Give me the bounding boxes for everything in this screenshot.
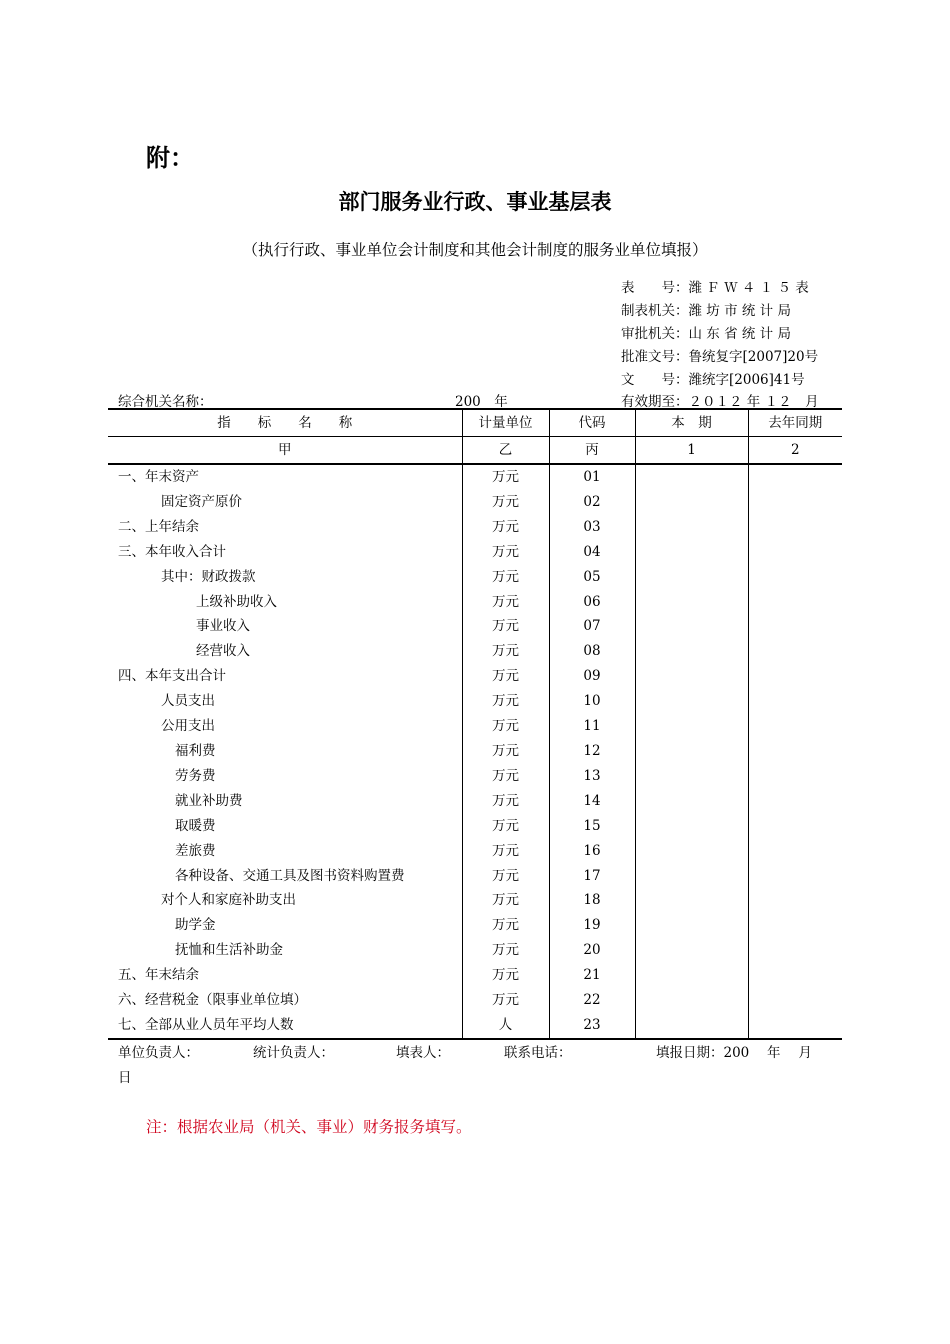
phone-label: 联系电话：: [504, 1045, 572, 1061]
previous-year-cell[interactable]: [748, 590, 842, 615]
indicator-name-cell: 其中：财政拨款: [108, 565, 462, 590]
current-period-cell[interactable]: [635, 664, 748, 689]
report-year: 200 年: [455, 394, 508, 410]
report-date-label: 填报日期：200 年 月: [656, 1045, 812, 1061]
unit-cell: 万元: [462, 590, 549, 615]
unit-cell: 万元: [462, 515, 549, 540]
table-row: [108, 515, 842, 540]
indicator-name-cell: 六、经营税金（限事业单位填）: [108, 988, 462, 1013]
previous-year-cell[interactable]: [748, 614, 842, 639]
code-cell: 04: [549, 540, 635, 565]
col-header-previous: 去年同期: [748, 409, 842, 437]
previous-year-cell[interactable]: [748, 764, 842, 789]
code-cell: 08: [549, 639, 635, 664]
previous-year-cell[interactable]: [748, 913, 842, 938]
table-row: [108, 888, 842, 913]
col-header-unit: 计量单位: [462, 409, 549, 437]
indicator-name-cell: 助学金: [108, 913, 462, 938]
code-cell: 21: [549, 963, 635, 988]
meta-valid-until: 有效期至：２０１２ 年 １２ 月: [621, 394, 819, 410]
code-cell: 10: [549, 689, 635, 714]
code-cell: 22: [549, 988, 635, 1013]
form-subtitle: （执行行政、事业单位会计制度和其他会计制度的服务业单位填报）: [242, 241, 708, 259]
table-code-row: [108, 437, 842, 465]
code-cell: 07: [549, 614, 635, 639]
code-cell: 06: [549, 590, 635, 615]
unit-cell: 万元: [462, 689, 549, 714]
indicator-name-cell: 上级补助收入: [108, 590, 462, 615]
unit-cell: 万元: [462, 789, 549, 814]
attachment-label: 附：: [146, 143, 194, 172]
col-header-code: 代码: [549, 409, 635, 437]
table-row: [108, 490, 842, 515]
previous-year-cell[interactable]: [748, 714, 842, 739]
code-cell: 05: [549, 565, 635, 590]
col-code-unit: 乙: [462, 437, 549, 465]
unit-cell: 万元: [462, 739, 549, 764]
unit-cell: 万元: [462, 664, 549, 689]
current-period-cell[interactable]: [635, 789, 748, 814]
table-row: [108, 639, 842, 664]
unit-cell: 万元: [462, 864, 549, 889]
indicator-name-cell: 四、本年支出合计: [108, 664, 462, 689]
table-row: [108, 938, 842, 963]
indicator-name-cell: 差旅费: [108, 839, 462, 864]
table-row: [108, 789, 842, 814]
current-period-cell[interactable]: [635, 988, 748, 1013]
table-row: [108, 988, 842, 1013]
table-row: [108, 664, 842, 689]
code-cell: 23: [549, 1013, 635, 1039]
unit-cell: 万元: [462, 963, 549, 988]
code-cell: 12: [549, 739, 635, 764]
previous-year-cell[interactable]: [748, 540, 842, 565]
current-period-cell[interactable]: [635, 714, 748, 739]
indicator-name-cell: 各种设备、交通工具及图书资料购置费: [108, 864, 462, 889]
table-row: [108, 963, 842, 988]
indicator-name-cell: 人员支出: [108, 689, 462, 714]
unit-cell: 人: [462, 1013, 549, 1039]
unit-cell: 万元: [462, 464, 549, 490]
previous-year-cell[interactable]: [748, 639, 842, 664]
previous-year-cell[interactable]: [748, 963, 842, 988]
indicator-name-cell: 取暖费: [108, 814, 462, 839]
col-code-indicator: 甲: [108, 437, 462, 465]
code-cell: 13: [549, 764, 635, 789]
previous-year-cell[interactable]: [748, 988, 842, 1013]
col-code-previous: 2: [748, 437, 842, 465]
col-code-current: 1: [635, 437, 748, 465]
current-period-cell[interactable]: [635, 490, 748, 515]
current-period-cell[interactable]: [635, 764, 748, 789]
unit-cell: 万元: [462, 490, 549, 515]
indicator-name-cell: 就业补助费: [108, 789, 462, 814]
indicator-name-cell: 福利费: [108, 739, 462, 764]
code-cell: 18: [549, 888, 635, 913]
unit-cell: 万元: [462, 714, 549, 739]
unit-cell: 万元: [462, 764, 549, 789]
current-period-cell[interactable]: [635, 639, 748, 664]
table-row: [108, 464, 842, 490]
table-row: [108, 689, 842, 714]
previous-year-cell[interactable]: [748, 689, 842, 714]
current-period-cell[interactable]: [635, 938, 748, 963]
table-row: [108, 590, 842, 615]
code-cell: 03: [549, 515, 635, 540]
unit-cell: 万元: [462, 639, 549, 664]
previous-year-cell[interactable]: [748, 565, 842, 590]
table-row: [108, 540, 842, 565]
footnote: 注：根据农业局（机关、事业）财务报务填写。: [146, 1118, 472, 1136]
code-cell: 14: [549, 789, 635, 814]
unit-head-label: 单位负责人：: [118, 1045, 199, 1061]
previous-year-cell[interactable]: [748, 888, 842, 913]
indicator-name-cell: 一、年末资产: [108, 464, 462, 490]
current-period-cell[interactable]: [635, 913, 748, 938]
current-period-cell[interactable]: [635, 540, 748, 565]
indicator-name-cell: 劳务费: [108, 764, 462, 789]
table-header-row: [108, 409, 842, 437]
previous-year-cell[interactable]: [748, 839, 842, 864]
unit-cell: 万元: [462, 888, 549, 913]
table-row: [108, 839, 842, 864]
table-row: [108, 1013, 842, 1039]
meta-approver: 审批机关：山 东 省 统 计 局: [621, 326, 791, 342]
current-period-cell[interactable]: [635, 565, 748, 590]
current-period-cell[interactable]: [635, 464, 748, 490]
indicator-name-cell: 五、年末结余: [108, 963, 462, 988]
code-cell: 16: [549, 839, 635, 864]
current-period-cell[interactable]: [635, 590, 748, 615]
table-row: [108, 565, 842, 590]
previous-year-cell[interactable]: [748, 664, 842, 689]
indicator-name-cell: 七、全部从业人员年平均人数: [108, 1013, 462, 1039]
indicator-name-cell: 二、上年结余: [108, 515, 462, 540]
code-cell: 01: [549, 464, 635, 490]
previous-year-cell[interactable]: [748, 739, 842, 764]
indicator-name-cell: 事业收入: [108, 614, 462, 639]
previous-year-cell[interactable]: [748, 789, 842, 814]
previous-year-cell[interactable]: [748, 515, 842, 540]
indicator-name-cell: 三、本年收入合计: [108, 540, 462, 565]
unit-cell: 万元: [462, 814, 549, 839]
code-cell: 11: [549, 714, 635, 739]
indicator-name-cell: 对个人和家庭补助支出: [108, 888, 462, 913]
code-cell: 09: [549, 664, 635, 689]
unit-cell: 万元: [462, 839, 549, 864]
meta-issuer: 制表机关：潍 坊 市 统 计 局: [621, 303, 791, 319]
current-period-cell[interactable]: [635, 839, 748, 864]
current-period-cell[interactable]: [635, 614, 748, 639]
table-row: [108, 913, 842, 938]
table-row: [108, 714, 842, 739]
previous-year-cell[interactable]: [748, 814, 842, 839]
table-row: [108, 814, 842, 839]
code-cell: 17: [549, 864, 635, 889]
current-period-cell[interactable]: [635, 515, 748, 540]
current-period-cell[interactable]: [635, 739, 748, 764]
code-cell: 20: [549, 938, 635, 963]
unit-cell: 万元: [462, 988, 549, 1013]
previous-year-cell[interactable]: [748, 938, 842, 963]
meta-form-number: 表 号：潍 Ｆ Ｗ ４ １ ５ 表: [621, 280, 809, 296]
previous-year-cell[interactable]: [748, 864, 842, 889]
unit-cell: 万元: [462, 938, 549, 963]
previous-year-cell[interactable]: [748, 1013, 842, 1039]
code-cell: 19: [549, 913, 635, 938]
unit-cell: 万元: [462, 913, 549, 938]
unit-cell: 万元: [462, 614, 549, 639]
table-row: [108, 864, 842, 889]
indicator-name-cell: 固定资产原价: [108, 490, 462, 515]
code-cell: 02: [549, 490, 635, 515]
col-header-indicator: 指 标 名 称: [108, 409, 462, 437]
table-row: [108, 614, 842, 639]
current-period-cell[interactable]: [635, 1013, 748, 1039]
report-day-label: 日: [118, 1070, 132, 1086]
previous-year-cell[interactable]: [748, 490, 842, 515]
indicator-name-cell: 公用支出: [108, 714, 462, 739]
indicator-name-cell: 经营收入: [108, 639, 462, 664]
col-header-current: 本 期: [635, 409, 748, 437]
col-code-code: 丙: [549, 437, 635, 465]
unit-cell: 万元: [462, 540, 549, 565]
unit-cell: 万元: [462, 565, 549, 590]
current-period-cell[interactable]: [635, 864, 748, 889]
meta-approval-doc: 批准文号：鲁统复字[2007]20号: [621, 349, 819, 365]
stat-head-label: 统计负责人：: [253, 1045, 334, 1061]
current-period-cell[interactable]: [635, 689, 748, 714]
indicator-name-cell: 抚恤和生活补助金: [108, 938, 462, 963]
current-period-cell[interactable]: [635, 888, 748, 913]
table-row: [108, 739, 842, 764]
current-period-cell[interactable]: [635, 963, 748, 988]
filler-label: 填表人：: [396, 1045, 450, 1061]
table-row: [108, 764, 842, 789]
org-name-label: 综合机关名称：: [118, 394, 213, 410]
code-cell: 15: [549, 814, 635, 839]
indicator-table: [108, 408, 842, 1040]
current-period-cell[interactable]: [635, 814, 748, 839]
previous-year-cell[interactable]: [748, 464, 842, 490]
meta-doc-number: 文 号：潍统字[2006]41号: [621, 372, 805, 388]
form-title: 部门服务业行政、事业基层表: [338, 189, 612, 214]
